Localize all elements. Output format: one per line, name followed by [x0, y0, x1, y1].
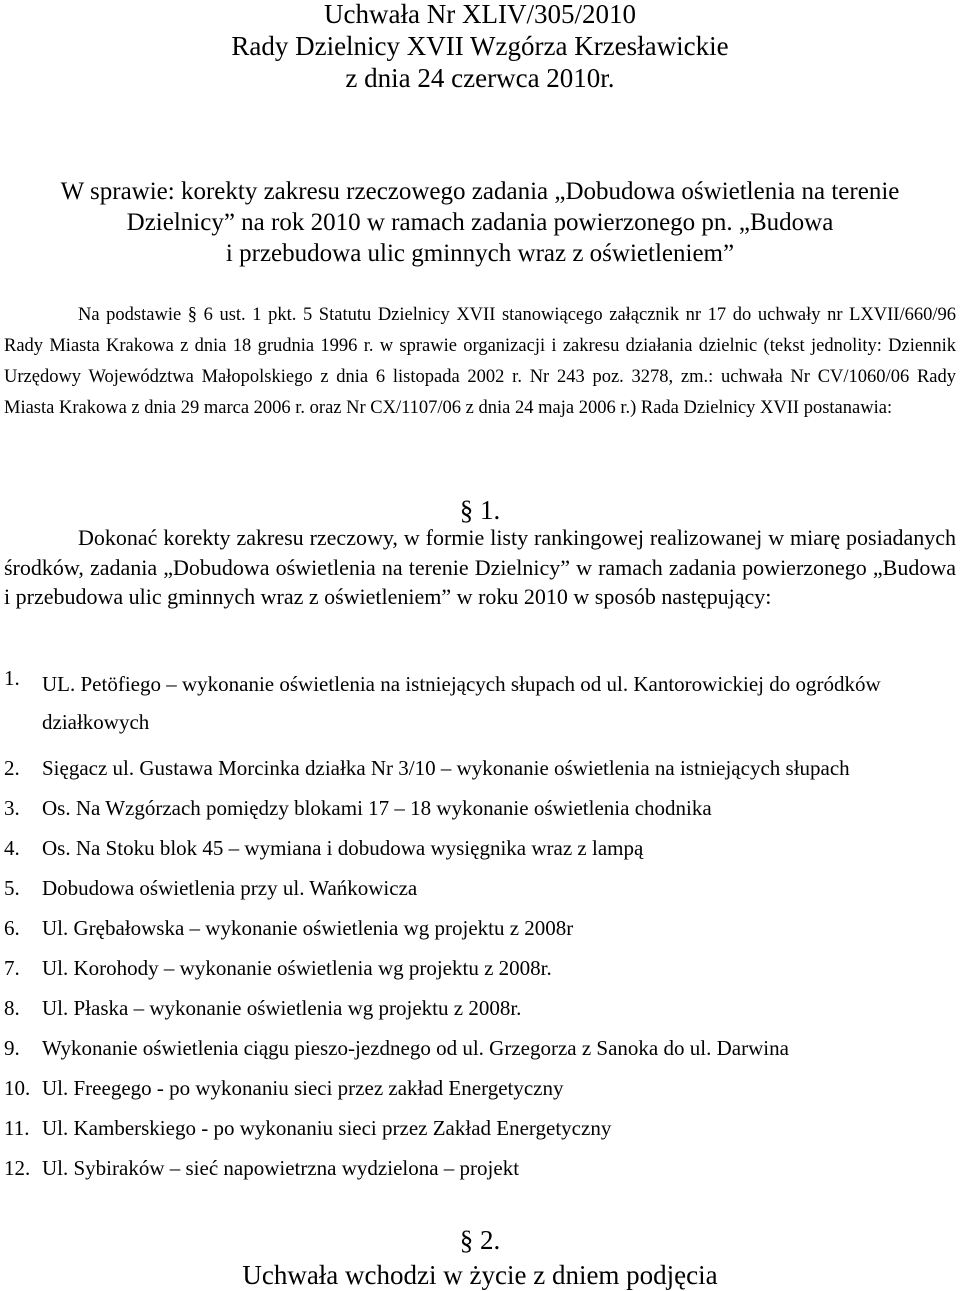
list-item-number: 7.: [4, 956, 20, 980]
list-item-number: 9.: [4, 1036, 20, 1060]
list-item: [4, 915, 956, 941]
list-item-text: Ul. Kamberskiego - po wykonaniu sieci przez Zakład Energetyczny: [42, 1116, 612, 1140]
section-2-mark: § 2.: [459, 1225, 501, 1255]
list-item: [4, 1155, 956, 1181]
list-item: [4, 1035, 956, 1061]
list-item-number: 2.: [4, 756, 20, 780]
subject-line-3: i przebudowa ulic gminnych wraz z oświetleniem”: [225, 240, 735, 267]
list-item: [4, 955, 956, 981]
resolution-title: Uchwała Nr XLIV/305/2010: [324, 0, 636, 29]
list-item-text: Os. Na Stoku blok 45 – wymiana i dobudowa wysięgnika wraz z lampą: [42, 836, 644, 860]
list-item-number: 12.: [4, 1156, 31, 1180]
list-item: [4, 835, 956, 861]
list-item-text: Ul. Korohody – wykonanie oświetlenia wg projektu z 2008r.: [42, 956, 552, 980]
council-name: Rady Dzielnicy XVII Wzgórza Krzesławickie: [231, 31, 729, 61]
section-2-text: Uchwała wchodzi w życie z dniem podjęcia: [242, 1260, 718, 1290]
list-item-text: Ul. Sybiraków – sieć napowietrzna wydzielona – projekt: [42, 1156, 520, 1180]
task-list: [4, 666, 956, 1195]
list-item: [4, 1115, 956, 1141]
section-1-mark: § 1.: [459, 495, 501, 525]
list-item-text: Dobudowa oświetlenia przy ul. Wańkowicza: [42, 876, 418, 900]
list-item: [4, 665, 956, 741]
legal-basis: [4, 300, 956, 424]
list-item-number: 8.: [4, 996, 20, 1020]
list-item-number: 11.: [4, 1116, 30, 1140]
list-item-text: UL. Petöfiego – wykonanie oświetlenia na istniejących słupach od ul. Kantorowickiej do ogródków działkowych: [42, 672, 881, 734]
list-item-number: 1.: [4, 666, 20, 690]
legal-basis-text: Na podstawie § 6 ust. 1 pkt. 5 Statutu Dzielnicy XVII stanowiącego załącznik nr 17 do uchwały nr LXVII/660/96 Rady Miasta Krakowa z dnia 18 grudnia 1996 r. w sprawie organizacji i zakresu działania dzielnic (tekst jednolity: Dziennik Urzędowy Województwa Małopolskiego z dnia 6 listopada 2002 r. Nr 243 poz. 3278, zm.: uchwała Nr CV/1060/06 Rady Miasta Krakowa z dnia 29 marca 2006 r. oraz Nr CX/1107/06 z dnia 24 maja 2006 r.) Rada Dzielnicy XVII postanawia:: [4, 305, 956, 418]
list-item-text: Ul. Freegego - po wykonaniu sieci przez zakład Energetyczny: [42, 1076, 564, 1100]
section-1-text: Dokonać korekty zakresu rzeczowy, w formie listy rankingowej realizowanej w miarę posiadanych środków, zadania „Dobudowa oświetlenia na terenie Dzielnicy” w ramach zadania powierzonego „Budowa i przebudowa ulic gminnych wraz z oświetleniem” w roku 2010 w sposób następujący:: [4, 525, 956, 609]
list-item: [4, 1075, 956, 1101]
resolution-date: z dnia 24 czerwca 2010r.: [345, 63, 615, 93]
list-item-text: Ul. Grębałowska – wykonanie oświetlenia wg projektu z 2008r: [42, 916, 574, 940]
list-item-number: 5.: [4, 876, 20, 900]
list-item-text: Sięgacz ul. Gustawa Morcinka działka Nr 3/10 – wykonanie oświetlenia na istniejących słupach: [42, 756, 850, 780]
list-item: [4, 755, 956, 781]
list-item-number: 6.: [4, 916, 20, 940]
subject-line-1: W sprawie: korekty zakresu rzeczowego zadania „Dobudowa oświetlenia na terenie: [60, 178, 900, 205]
list-item-number: 4.: [4, 836, 20, 860]
subject-line-2: Dzielnicy” na rok 2010 w ramach zadania powierzonego pn. „Budowa: [126, 209, 834, 236]
list-item-text: Wykonanie oświetlenia ciągu pieszo-jezdnego od ul. Grzegorza z Sanoka do ul. Darwina: [42, 1036, 789, 1060]
list-item-text: Ul. Płaska – wykonanie oświetlenia wg projektu z 2008r.: [42, 996, 522, 1020]
list-item: [4, 995, 956, 1021]
list-item-number: 3.: [4, 796, 20, 820]
list-item: [4, 875, 956, 901]
list-item-text: Os. Na Wzgórzach pomiędzy blokami 17 – 18 wykonanie oświetlenia chodnika: [42, 796, 712, 820]
list-item-number: 10.: [4, 1076, 31, 1100]
list-item: [4, 795, 956, 821]
